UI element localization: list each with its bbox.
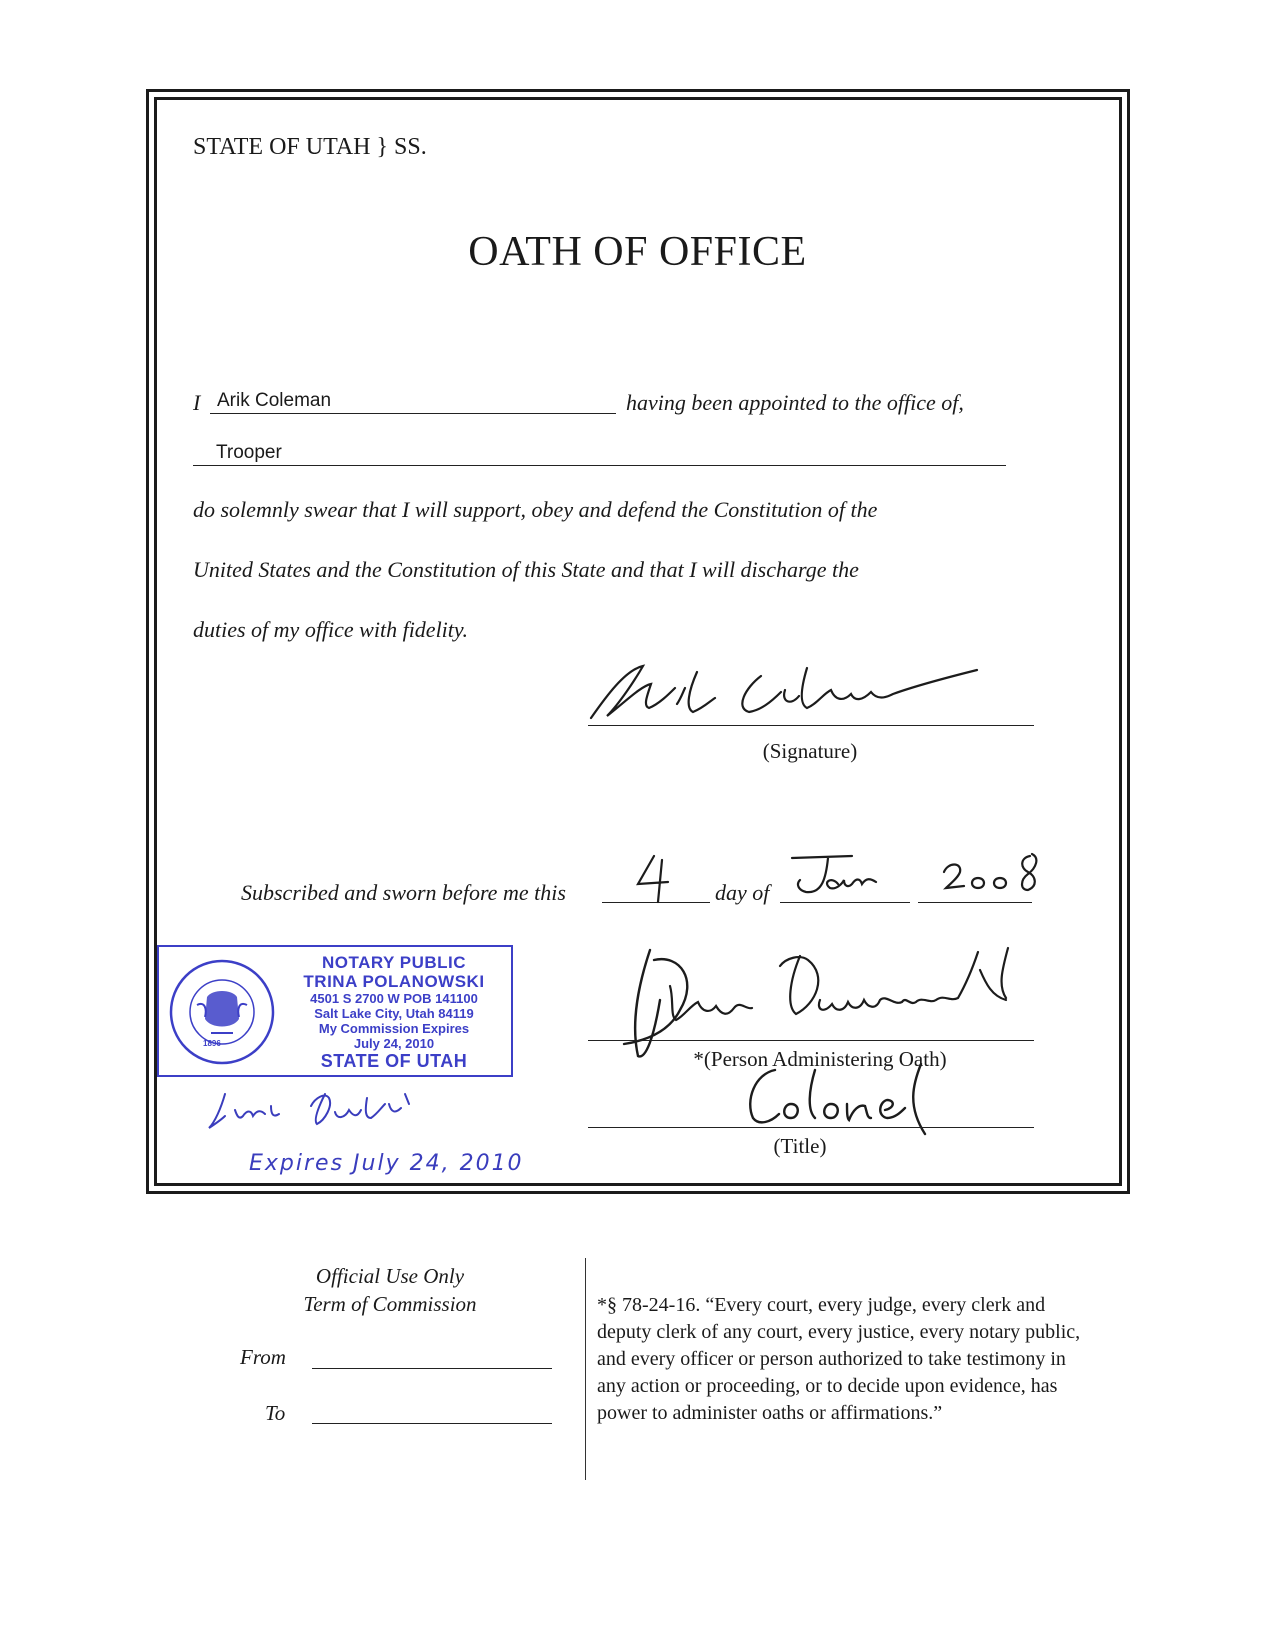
oath-paragraph-line-1: do solemnly swear that I will support, obey and defend the Constitution of the (193, 497, 878, 522)
stamp-line-expires-date: July 24, 2010 (353, 1036, 435, 1051)
state-seal-icon (167, 957, 277, 1067)
notary-expiry-handwriting: Expires July 24, 2010 (249, 1151, 524, 1176)
day-handwriting-drawing (628, 850, 688, 906)
signature-underline (588, 725, 1034, 726)
stamp-line-notary-public: NOTARY PUBLIC (321, 953, 467, 972)
vertical-divider (585, 1258, 586, 1480)
statute-footnote: *§ 78-24-16. “Every court, every judge, every clerk and deputy clerk of any court, every justice, every notary public, and every officer or person authorized to take testimony in any action or proceeding, or to decide upon evidence, has power to administer oaths or affirmations.” (597, 1294, 1081, 1424)
day-of-text: day of (715, 880, 770, 905)
signature-caption: (Signature) (762, 739, 858, 763)
stamp-line-address: 4501 S 2700 W POB 141100 (310, 991, 478, 1006)
seal-year: 1896 (203, 1039, 221, 1048)
stamp-line-expires-label: My Commission Expires (318, 1021, 470, 1036)
title-caption: (Title) (773, 1134, 827, 1158)
title-handwriting-drawing (735, 1060, 935, 1136)
month-handwriting-drawing (782, 848, 912, 904)
administrator-caption: *(Person Administering Oath) (693, 1047, 947, 1071)
administrator-underline (588, 1040, 1034, 1041)
office-value: Trooper (216, 442, 282, 463)
term-of-commission-title: Term of Commission (303, 1292, 477, 1316)
appointee-name-value: Arik Coleman (217, 390, 332, 411)
stamp-line-state: STATE OF UTAH (320, 1051, 468, 1071)
notary-stamp-text (279, 953, 509, 1071)
official-use-block (240, 1262, 540, 1318)
oath-prefix: I (193, 390, 201, 415)
from-field[interactable] (312, 1368, 552, 1369)
to-label: To (265, 1401, 286, 1425)
oath-paragraph-line-2: United States and the Constitution of this State and that I will discharge the (193, 557, 859, 582)
state-venue-line: STATE OF UTAH } SS. (193, 134, 427, 160)
appointee-signature-drawing (585, 658, 985, 728)
notary-stamp (157, 945, 513, 1077)
stamp-line-name: TRINA POLANOWSKI (303, 972, 485, 991)
notary-expiry-drawing (245, 1140, 555, 1180)
sworn-prefix: Subscribed and sworn before me this (241, 880, 566, 905)
year-underline (918, 902, 1032, 903)
title-underline (588, 1127, 1034, 1128)
document-title: OATH OF OFFICE (468, 229, 807, 275)
appointed-text (626, 390, 964, 416)
oath-paragraph-line-3: duties of my office with fidelity. (193, 617, 468, 642)
year-handwriting-drawing (940, 846, 1050, 902)
appointed-text-italic: having been appointed to the office of, (626, 390, 964, 415)
to-field[interactable] (312, 1423, 552, 1424)
stamp-line-city: Salt Lake City, Utah 84119 (314, 1006, 474, 1021)
notary-signature-drawing (205, 1086, 445, 1136)
official-use-title: Official Use Only (315, 1264, 465, 1288)
from-label: From (240, 1345, 286, 1369)
office-underline (193, 465, 1006, 466)
appointee-name-underline (210, 413, 616, 414)
